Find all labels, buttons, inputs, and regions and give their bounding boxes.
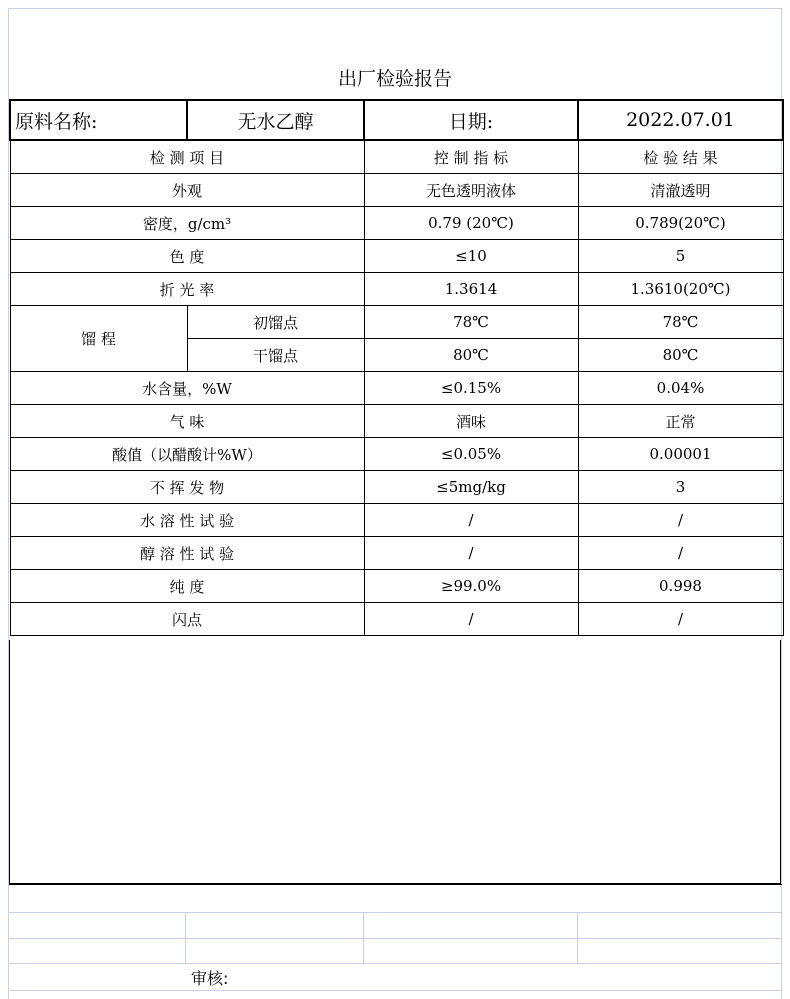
- item-cell[interactable]: 醇 溶 性 试 验: [10, 537, 364, 570]
- table-row: [10, 174, 783, 207]
- spec-cell[interactable]: /: [364, 537, 578, 570]
- result-cell[interactable]: /: [578, 537, 783, 570]
- table-row: [10, 240, 783, 273]
- item-cell[interactable]: 纯 度: [10, 570, 364, 603]
- item-cell[interactable]: 色 度: [10, 240, 364, 273]
- spec-cell[interactable]: ≤0.15%: [364, 372, 578, 405]
- item-cell[interactable]: 不 挥 发 物: [10, 471, 364, 504]
- material-value[interactable]: 无水乙醇: [187, 100, 364, 140]
- distillation-label[interactable]: 馏 程: [10, 306, 187, 372]
- grid-line: [185, 912, 186, 964]
- item-cell[interactable]: 折 光 率: [10, 273, 364, 306]
- table-row: [10, 207, 783, 240]
- result-cell[interactable]: /: [578, 504, 783, 537]
- result-cell[interactable]: 正常: [578, 405, 783, 438]
- grid-line: [8, 938, 782, 939]
- spec-cell[interactable]: 80℃: [364, 339, 578, 372]
- item-cell[interactable]: 酸值（以醋酸计%W）: [10, 438, 364, 471]
- item-cell[interactable]: 密度，g/cm³: [10, 207, 364, 240]
- result-cell[interactable]: 0.998: [578, 570, 783, 603]
- spec-cell[interactable]: 1.3614: [364, 273, 578, 306]
- table-row: [10, 471, 783, 504]
- item-cell[interactable]: 初馏点: [187, 306, 364, 339]
- result-cell[interactable]: 3: [578, 471, 783, 504]
- table-row: [10, 405, 783, 438]
- spec-cell[interactable]: 酒味: [364, 405, 578, 438]
- table-row: [10, 603, 783, 636]
- result-cell[interactable]: 5: [578, 240, 783, 273]
- table-row: [10, 372, 783, 405]
- spec-cell[interactable]: ≥99.0%: [364, 570, 578, 603]
- date-label: 日期:: [364, 100, 578, 140]
- grid-line: [8, 990, 782, 991]
- table-row: [10, 504, 783, 537]
- table-row: [10, 537, 783, 570]
- item-cell[interactable]: 外观: [10, 174, 364, 207]
- table-row: [10, 438, 783, 471]
- report-title: 出厂检验报告: [337, 68, 452, 90]
- item-cell[interactable]: 水含量，%W: [10, 372, 364, 405]
- table-row: [10, 306, 783, 339]
- col-header-item: 检 测 项 目: [10, 140, 364, 174]
- spec-cell[interactable]: ≤5mg/kg: [364, 471, 578, 504]
- column-header-row: [10, 140, 783, 174]
- inspection-table: [9, 99, 784, 636]
- item-cell[interactable]: 气 味: [10, 405, 364, 438]
- approval-label: 审核:: [191, 969, 229, 988]
- result-cell[interactable]: 0.04%: [578, 372, 783, 405]
- grid-line: [8, 963, 782, 964]
- grid-line: [8, 912, 782, 913]
- table-row: [10, 570, 783, 603]
- spec-cell[interactable]: /: [364, 603, 578, 636]
- result-cell[interactable]: 清澈透明: [578, 174, 783, 207]
- table-row: [10, 273, 783, 306]
- grid-line: [577, 912, 578, 964]
- col-header-spec: 控 制 指 标: [364, 140, 578, 174]
- grid-line: [363, 912, 364, 964]
- material-label: 原料名称:: [10, 100, 187, 140]
- grid-line: [8, 8, 782, 9]
- result-cell[interactable]: 1.3610(20℃): [578, 273, 783, 306]
- remarks-area[interactable]: [9, 640, 781, 884]
- spec-cell[interactable]: /: [364, 504, 578, 537]
- result-cell[interactable]: 0.789(20℃): [578, 207, 783, 240]
- col-header-result: 检 验 结 果: [578, 140, 783, 174]
- spec-cell[interactable]: 无色透明液体: [364, 174, 578, 207]
- spec-cell[interactable]: ≤0.05%: [364, 438, 578, 471]
- header-row: [10, 100, 783, 140]
- divider: [9, 884, 782, 885]
- spec-cell[interactable]: 78℃: [364, 306, 578, 339]
- result-cell[interactable]: 78℃: [578, 306, 783, 339]
- result-cell[interactable]: /: [578, 603, 783, 636]
- result-cell[interactable]: 0.00001: [578, 438, 783, 471]
- spec-cell[interactable]: 0.79 (20℃): [364, 207, 578, 240]
- result-cell[interactable]: 80℃: [578, 339, 783, 372]
- item-cell[interactable]: 闪点: [10, 603, 364, 636]
- spec-cell[interactable]: ≤10: [364, 240, 578, 273]
- item-cell[interactable]: 干馏点: [187, 339, 364, 372]
- date-value[interactable]: 2022.07.01: [578, 100, 783, 140]
- item-cell[interactable]: 水 溶 性 试 验: [10, 504, 364, 537]
